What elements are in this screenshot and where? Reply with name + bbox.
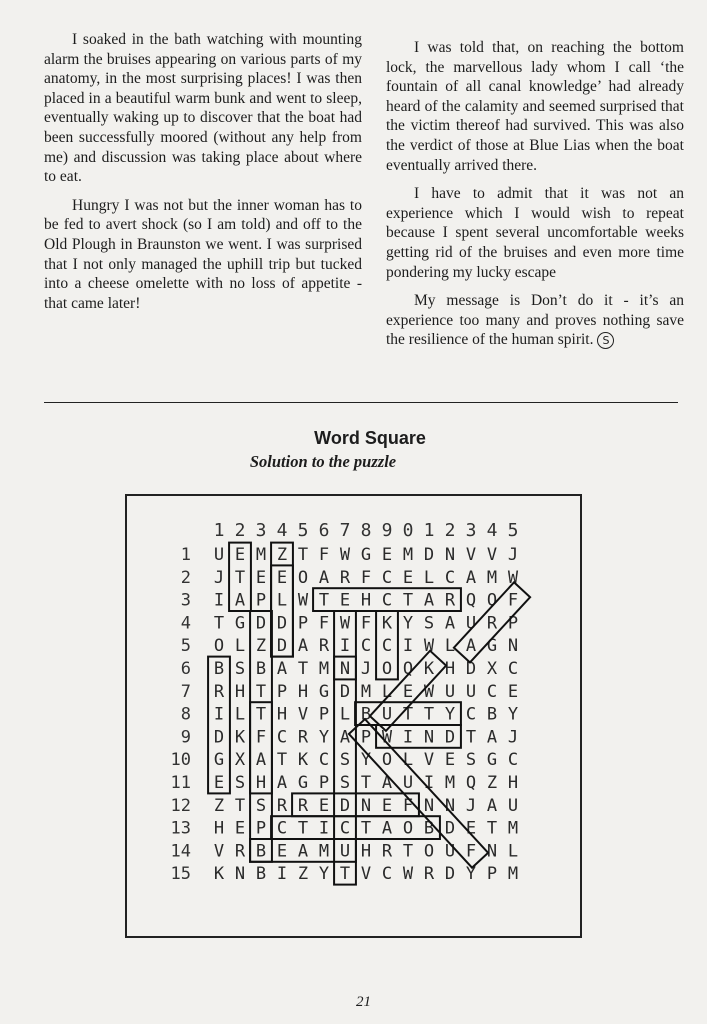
- row-number: 8: [180, 704, 191, 725]
- grid-letter: D: [444, 818, 456, 839]
- grid-letter: B: [255, 841, 267, 862]
- grid-letter: T: [318, 590, 330, 611]
- grid-letter: L: [276, 590, 288, 611]
- grid-letter: T: [360, 818, 372, 839]
- row-number: 2: [180, 567, 191, 588]
- grid-letter: Z: [213, 795, 225, 816]
- grid-letter: R: [444, 590, 456, 611]
- grid-letter: Y: [318, 864, 330, 885]
- article-right-column: [386, 38, 684, 359]
- grid-letter: H: [276, 704, 288, 725]
- word-square-grid: [127, 496, 580, 936]
- grid-letter: O: [486, 590, 498, 611]
- puzzle-title: Word Square: [314, 428, 426, 448]
- grid-letter: E: [507, 681, 519, 702]
- grid-letter: W: [423, 681, 435, 702]
- grid-letter: E: [402, 567, 414, 588]
- grid-letter: M: [507, 864, 519, 885]
- grid-letter: T: [255, 704, 267, 725]
- grid-letter: T: [297, 659, 309, 679]
- grid-letter: C: [318, 750, 330, 771]
- column-number: 0: [402, 520, 414, 541]
- grid-letter: R: [213, 681, 225, 702]
- grid-letter: J: [465, 795, 477, 816]
- grid-letter: O: [381, 750, 393, 771]
- grid-letter: K: [213, 864, 225, 885]
- grid-letter: N: [423, 727, 435, 748]
- grid-letter: G: [360, 545, 372, 565]
- grid-letter: E: [318, 795, 330, 816]
- grid-letter: R: [276, 795, 288, 816]
- column-number: 2: [234, 520, 246, 541]
- grid-letter: N: [234, 864, 246, 885]
- grid-letter: A: [339, 727, 351, 748]
- grid-letter: N: [444, 545, 456, 565]
- grid-letter: S: [339, 773, 351, 793]
- grid-letter: H: [360, 590, 372, 611]
- grid-letter: T: [213, 613, 225, 634]
- grid-letter: T: [339, 864, 351, 885]
- grid-letter: H: [507, 773, 519, 793]
- grid-letter: L: [402, 750, 414, 771]
- column-number: 5: [507, 520, 519, 541]
- grid-letter: E: [381, 545, 393, 565]
- column-number: 1: [213, 520, 225, 541]
- grid-letter: E: [339, 590, 351, 611]
- grid-letter: H: [360, 841, 372, 862]
- grid-letter: F: [507, 590, 519, 611]
- row-number: 7: [180, 681, 191, 702]
- grid-letter: B: [423, 818, 435, 839]
- grid-letter: B: [255, 659, 267, 679]
- grid-letter: H: [444, 659, 456, 679]
- row-number: 10: [170, 750, 191, 771]
- grid-letter: H: [255, 773, 267, 793]
- row-number: 15: [170, 864, 191, 885]
- grid-letter: U: [465, 681, 477, 702]
- grid-letter: R: [297, 795, 309, 816]
- grid-letter: T: [276, 750, 288, 771]
- grid-letter: P: [360, 727, 372, 748]
- article-paragraph: I have to admit that it was not an experience which I would wish to repeat because I spent several uncomfortable weeks getting rid of the bruises and even more time pondering my lucky escape: [386, 185, 684, 281]
- article-left-column: [44, 30, 362, 322]
- row-number: 3: [180, 590, 191, 611]
- grid-letter: V: [297, 704, 309, 725]
- grid-letter: A: [234, 590, 246, 611]
- grid-letter: T: [486, 818, 498, 839]
- grid-letter: D: [255, 613, 267, 634]
- grid-letter: D: [276, 613, 288, 634]
- grid-letter: A: [465, 567, 477, 588]
- grid-letter: N: [360, 795, 372, 816]
- grid-letter: P: [318, 773, 330, 793]
- grid-letter: T: [402, 841, 414, 862]
- column-number: 5: [297, 520, 309, 541]
- grid-letter: Z: [297, 864, 309, 885]
- grid-letter: J: [507, 727, 519, 748]
- column-number: 4: [486, 520, 498, 541]
- grid-letter: E: [465, 818, 477, 839]
- section-divider: [44, 402, 678, 403]
- grid-letter: F: [402, 795, 414, 816]
- grid-letter: H: [234, 681, 246, 702]
- grid-letter: T: [297, 818, 309, 839]
- grid-letter: W: [297, 590, 309, 611]
- grid-letter: G: [486, 636, 498, 657]
- grid-letter: E: [234, 545, 246, 565]
- grid-letter: K: [234, 727, 246, 748]
- grid-letter: P: [297, 613, 309, 634]
- column-number: 3: [255, 520, 267, 541]
- row-number: 5: [180, 636, 191, 657]
- grid-letter: R: [318, 636, 330, 657]
- grid-letter: W: [339, 545, 351, 565]
- grid-letter: A: [318, 567, 330, 588]
- row-number: 1: [180, 545, 191, 565]
- grid-letter: T: [360, 773, 372, 793]
- row-number: 13: [170, 818, 191, 839]
- grid-letter: D: [465, 659, 477, 679]
- grid-letter: I: [318, 818, 330, 839]
- grid-letter: O: [213, 636, 225, 657]
- grid-letter: I: [402, 727, 414, 748]
- grid-letter: N: [423, 795, 435, 816]
- grid-letter: C: [276, 727, 288, 748]
- grid-letter: J: [213, 567, 225, 588]
- grid-letter: S: [234, 659, 246, 679]
- grid-letter: Y: [360, 750, 372, 771]
- grid-letter: S: [465, 750, 477, 771]
- grid-letter: N: [507, 636, 519, 657]
- row-number: 4: [180, 613, 191, 634]
- grid-letter: T: [423, 704, 435, 725]
- grid-letter: P: [255, 590, 267, 611]
- grid-letter: E: [234, 818, 246, 839]
- column-number: 2: [444, 520, 456, 541]
- grid-letter: N: [339, 659, 351, 679]
- grid-letter: A: [297, 636, 309, 657]
- grid-letter: M: [402, 545, 414, 565]
- grid-letter: Y: [402, 613, 414, 634]
- grid-letter: G: [318, 681, 330, 702]
- grid-letter: B: [486, 704, 498, 725]
- grid-letter: W: [339, 613, 351, 634]
- grid-letter: C: [339, 818, 351, 839]
- grid-letter: H: [213, 818, 225, 839]
- grid-letter: M: [318, 841, 330, 862]
- article-paragraph: Hungry I was not but the inner woman has to be fed to avert shock (so I am told) and off to the Old Plough in Braunston we went. I was surprised that I not only managed the uphill trip but tucked into a cheese omelette with no loss of appetite - that came later!: [44, 196, 362, 312]
- grid-letter: H: [297, 681, 309, 702]
- grid-letter: O: [402, 818, 414, 839]
- column-number: 7: [339, 520, 351, 541]
- article-paragraph: I was told that, on reaching the bottom lock, the marvellous lady whom I call ‘the fountain of all canal knowledge’ had already heard of the calamity and seemed surprised that the victim thereof had survived. This was also the verdict of those at Blue Lias when the boat eventually arrived there.: [386, 39, 684, 174]
- grid-letter: D: [276, 636, 288, 657]
- grid-letter: E: [276, 841, 288, 862]
- grid-letter: O: [423, 841, 435, 862]
- grid-letter: T: [402, 590, 414, 611]
- grid-letter: P: [276, 681, 288, 702]
- grid-letter: A: [465, 636, 477, 657]
- grid-letter: G: [213, 750, 225, 771]
- end-mark-icon: S: [597, 332, 614, 349]
- grid-letter: E: [276, 567, 288, 588]
- grid-letter: U: [381, 704, 393, 725]
- grid-letter: I: [423, 773, 435, 793]
- row-number: 6: [180, 659, 191, 679]
- grid-letter: L: [339, 704, 351, 725]
- grid-letter: W: [381, 727, 393, 748]
- grid-letter: S: [234, 773, 246, 793]
- grid-letter: A: [381, 773, 393, 793]
- grid-letter: L: [444, 636, 456, 657]
- grid-letter: K: [297, 750, 309, 771]
- grid-letter: M: [507, 818, 519, 839]
- grid-letter: A: [276, 659, 288, 679]
- grid-letter: G: [297, 773, 309, 793]
- grid-letter: D: [339, 795, 351, 816]
- grid-letter: S: [423, 613, 435, 634]
- grid-letter: E: [402, 681, 414, 702]
- grid-letter: X: [234, 750, 246, 771]
- grid-letter: C: [381, 864, 393, 885]
- grid-letter: E: [381, 795, 393, 816]
- grid-letter: U: [507, 795, 519, 816]
- grid-letter: P: [255, 818, 267, 839]
- grid-letter: D: [444, 727, 456, 748]
- grid-letter: G: [486, 750, 498, 771]
- grid-letter: S: [255, 795, 267, 816]
- grid-letter: X: [486, 659, 498, 679]
- grid-letter: D: [423, 545, 435, 565]
- column-number: 8: [360, 520, 372, 541]
- grid-letter: P: [486, 864, 498, 885]
- column-number: 6: [318, 520, 330, 541]
- grid-letter: L: [234, 636, 246, 657]
- grid-letter: A: [276, 773, 288, 793]
- grid-letter: U: [213, 545, 225, 565]
- grid-letter: T: [465, 727, 477, 748]
- grid-letter: F: [255, 727, 267, 748]
- grid-letter: O: [297, 567, 309, 588]
- grid-letter: U: [402, 773, 414, 793]
- grid-letter: Y: [444, 704, 456, 725]
- article-paragraph-text: My message is Don’t do it - it’s an experience too many and proves nothing save the resilience of the human spirit.: [386, 292, 684, 349]
- grid-letter: T: [234, 795, 246, 816]
- grid-letter: R: [339, 567, 351, 588]
- grid-letter: Y: [318, 727, 330, 748]
- grid-letter: I: [213, 590, 225, 611]
- column-number: 9: [381, 520, 393, 541]
- grid-letter: Z: [486, 773, 498, 793]
- grid-letter: U: [465, 613, 477, 634]
- grid-letter: C: [276, 818, 288, 839]
- grid-letter: C: [486, 681, 498, 702]
- grid-letter: A: [297, 841, 309, 862]
- grid-letter: W: [507, 567, 519, 588]
- grid-letter: N: [486, 841, 498, 862]
- grid-letter: D: [339, 681, 351, 702]
- grid-letter: B: [255, 864, 267, 885]
- grid-letter: V: [423, 750, 435, 771]
- grid-letter: Q: [465, 773, 477, 793]
- grid-letter: M: [444, 773, 456, 793]
- grid-letter: N: [444, 795, 456, 816]
- grid-letter: U: [444, 681, 456, 702]
- row-number: 12: [170, 795, 191, 816]
- grid-letter: R: [234, 841, 246, 862]
- grid-letter: T: [402, 704, 414, 725]
- grid-letter: D: [213, 727, 225, 748]
- row-number: 9: [180, 727, 191, 748]
- grid-letter: F: [465, 841, 477, 862]
- grid-letter: L: [234, 704, 246, 725]
- page-number: 21: [356, 994, 371, 1010]
- grid-letter: T: [297, 545, 309, 565]
- grid-letter: I: [213, 704, 225, 725]
- grid-letter: R: [297, 727, 309, 748]
- grid-letter: Z: [255, 636, 267, 657]
- grid-letter: C: [507, 659, 519, 679]
- grid-letter: C: [381, 636, 393, 657]
- column-number: 3: [465, 520, 477, 541]
- grid-letter: P: [507, 613, 519, 634]
- grid-letter: B: [213, 659, 225, 679]
- grid-letter: V: [486, 545, 498, 565]
- grid-letter: F: [318, 613, 330, 634]
- grid-letter: R: [423, 864, 435, 885]
- grid-letter: U: [444, 841, 456, 862]
- grid-letter: J: [507, 545, 519, 565]
- grid-letter: C: [507, 750, 519, 771]
- grid-letter: T: [255, 681, 267, 702]
- grid-letter: C: [465, 704, 477, 725]
- grid-letter: I: [276, 864, 288, 885]
- grid-letter: D: [444, 864, 456, 885]
- grid-letter: K: [423, 659, 435, 679]
- grid-letter: M: [318, 659, 330, 679]
- grid-letter: A: [381, 818, 393, 839]
- grid-letter: W: [423, 636, 435, 657]
- grid-letter: E: [213, 773, 225, 793]
- row-number: 11: [170, 773, 191, 793]
- grid-letter: E: [255, 567, 267, 588]
- grid-letter: C: [381, 590, 393, 611]
- grid-letter: A: [486, 727, 498, 748]
- grid-letter: L: [423, 567, 435, 588]
- column-number: 4: [276, 520, 288, 541]
- grid-letter: R: [486, 613, 498, 634]
- grid-letter: L: [381, 681, 393, 702]
- grid-letter: A: [255, 750, 267, 771]
- grid-letter: I: [339, 636, 351, 657]
- grid-letter: F: [360, 567, 372, 588]
- grid-letter: W: [402, 864, 414, 885]
- grid-letter: V: [360, 864, 372, 885]
- article-paragraph-last: [386, 291, 684, 350]
- grid-letter: I: [402, 636, 414, 657]
- grid-letter: G: [234, 613, 246, 634]
- grid-letter: M: [255, 545, 267, 565]
- grid-letter: P: [318, 704, 330, 725]
- grid-letter: V: [213, 841, 225, 862]
- grid-letter: E: [444, 750, 456, 771]
- grid-letter: M: [360, 681, 372, 702]
- grid-letter: T: [234, 567, 246, 588]
- grid-letter: O: [381, 659, 393, 679]
- grid-letter: U: [339, 841, 351, 862]
- grid-letter: F: [318, 545, 330, 565]
- grid-letter: C: [360, 636, 372, 657]
- grid-letter: B: [360, 704, 372, 725]
- grid-letter: Q: [402, 659, 414, 679]
- grid-letter: Z: [276, 545, 288, 565]
- grid-letter: J: [360, 659, 372, 679]
- grid-letter: R: [381, 841, 393, 862]
- grid-letter: V: [465, 545, 477, 565]
- grid-letter: A: [486, 795, 498, 816]
- grid-letter: Q: [465, 590, 477, 611]
- grid-letter: A: [423, 590, 435, 611]
- grid-letter: Y: [465, 864, 477, 885]
- grid-letter: C: [381, 567, 393, 588]
- grid-letter: K: [381, 613, 393, 634]
- article-paragraph: I soaked in the bath watching with mounting alarm the bruises appearing on various parts of my anatomy, in the most surprising places! I was then placed in a beautiful warm bunk and went to sleep, eventually waking up to discover that the boat had been successfully moored (without any help from me) and discussion was taking place about where to eat.: [44, 31, 362, 186]
- grid-letter: S: [339, 750, 351, 771]
- word-square-frame: [125, 494, 582, 938]
- grid-letter: C: [444, 567, 456, 588]
- grid-letter: Y: [507, 704, 519, 725]
- row-number: 14: [170, 841, 191, 862]
- grid-letter: F: [360, 613, 372, 634]
- grid-letter: A: [444, 613, 456, 634]
- column-number: 1: [423, 520, 435, 541]
- puzzle-subtitle: Solution to the puzzle: [249, 452, 397, 471]
- grid-letter: M: [486, 567, 498, 588]
- grid-letter: L: [507, 841, 519, 862]
